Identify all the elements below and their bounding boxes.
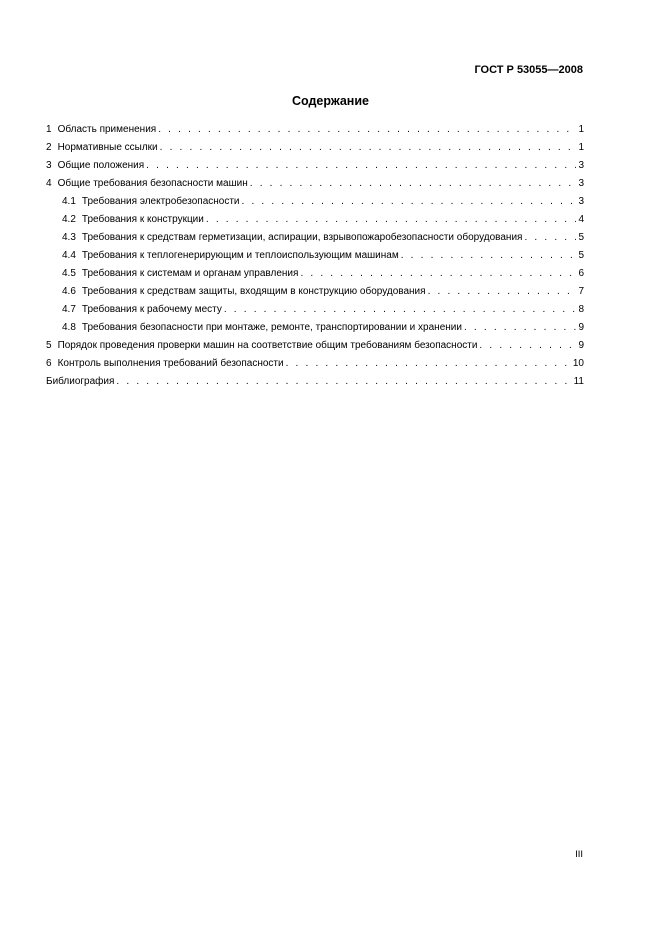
page-number: III (575, 849, 583, 860)
toc-entry-number: 4.6 (62, 286, 76, 297)
toc-entry-title: Контроль выполнения требований безопасности (57, 358, 284, 369)
toc-subentry[interactable] (46, 250, 584, 268)
toc-entry-title: Требования к рабочему месту (81, 304, 222, 315)
toc-subentry[interactable] (46, 232, 584, 250)
toc-entry[interactable] (46, 358, 584, 376)
toc-leader-dots (160, 142, 577, 153)
toc-subentry[interactable] (46, 286, 584, 304)
toc-entry-title: Требования к теплогенерирующим и теплоиспользующим машинам (81, 250, 399, 261)
toc-entry-number: 5 (46, 340, 52, 351)
toc-subentry[interactable] (46, 268, 584, 286)
toc-entry-number: 4.1 (62, 196, 76, 207)
toc-entry-title: Требования к системам и органам управления (81, 268, 299, 279)
toc-entry-number: 6 (46, 358, 52, 369)
toc-entry-title: Общие положения (57, 160, 145, 171)
toc-entry-title: Библиография (46, 376, 115, 387)
toc-entry-title: Требования безопасности при монтаже, ремонте, транспортировании и хранении (81, 322, 462, 333)
toc-entry-number: 1 (46, 124, 52, 135)
toc-entry-title: Нормативные ссылки (57, 142, 158, 153)
toc-entry-page: 3 (578, 160, 584, 171)
toc-leader-dots (524, 232, 576, 243)
toc-entry-title: Требования к конструкции (81, 214, 204, 225)
toc-entry-number: 4.3 (62, 232, 76, 243)
toc-subentry[interactable] (46, 322, 584, 340)
toc-entry-page: 10 (572, 358, 584, 369)
toc-entry-title: Требования электробезопасности (81, 196, 240, 207)
toc-leader-dots (158, 124, 576, 135)
toc-entry[interactable] (46, 340, 584, 358)
toc-entry-bibliography[interactable] (46, 376, 584, 394)
toc-entry-page: 6 (578, 268, 584, 279)
toc-leader-dots (206, 214, 577, 225)
toc-entry-number: 4.4 (62, 250, 76, 261)
toc-entry-number: 4.8 (62, 322, 76, 333)
toc-leader-dots (224, 304, 577, 315)
toc-leader-dots (146, 160, 576, 171)
toc-entry-page: 11 (573, 376, 584, 387)
toc-leader-dots (242, 196, 577, 207)
document-code: ГОСТ Р 53055—2008 (474, 64, 583, 76)
toc-entry-number: 4.2 (62, 214, 76, 225)
toc-entry[interactable] (46, 160, 584, 178)
toc-leader-dots (250, 178, 577, 189)
toc-entry[interactable] (46, 124, 584, 142)
toc-entry-page: 5 (578, 250, 584, 261)
toc-entry-page: 3 (578, 196, 584, 207)
toc-entry[interactable] (46, 142, 584, 160)
toc-entry-number: 4 (46, 178, 52, 189)
toc-subentry[interactable] (46, 214, 584, 232)
toc-entry-page: 9 (578, 322, 584, 333)
toc-entry-page: 4 (578, 214, 584, 225)
toc-entry-title: Общие требования безопасности машин (57, 178, 248, 189)
toc-leader-dots (300, 268, 576, 279)
toc-entry-number: 2 (46, 142, 52, 153)
toc-entry-page: 1 (578, 142, 584, 153)
toc-entry-title: Требования к средствам защиты, входящим в конструкцию оборудования (81, 286, 426, 297)
toc-entry-number: 4.5 (62, 268, 76, 279)
toc-entry-number: 3 (46, 160, 52, 171)
toc-entry-number: 4.7 (62, 304, 76, 315)
table-of-contents (46, 124, 584, 394)
toc-entry-page: 8 (578, 304, 584, 315)
toc-entry-title: Порядок проведения проверки машин на соответствие общим требованиям безопасности (57, 340, 478, 351)
toc-leader-dots (479, 340, 576, 351)
toc-entry-title: Область применения (57, 124, 157, 135)
toc-entry[interactable] (46, 178, 584, 196)
toc-subentry[interactable] (46, 304, 584, 322)
toc-entry-page: 7 (578, 286, 584, 297)
toc-leader-dots (401, 250, 577, 261)
toc-title: Содержание (291, 94, 369, 108)
toc-entry-title: Требования к средствам герметизации, аспирации, взрывопожаробезопасности оборудования (81, 232, 523, 243)
toc-leader-dots (464, 322, 576, 333)
toc-entry-page: 3 (578, 178, 584, 189)
toc-leader-dots (286, 358, 571, 369)
toc-entry-page: 1 (578, 124, 584, 135)
toc-leader-dots (116, 376, 571, 387)
toc-leader-dots (428, 286, 577, 297)
toc-entry-page: 9 (578, 340, 584, 351)
toc-subentry[interactable] (46, 196, 584, 214)
toc-entry-page: 5 (578, 232, 584, 243)
